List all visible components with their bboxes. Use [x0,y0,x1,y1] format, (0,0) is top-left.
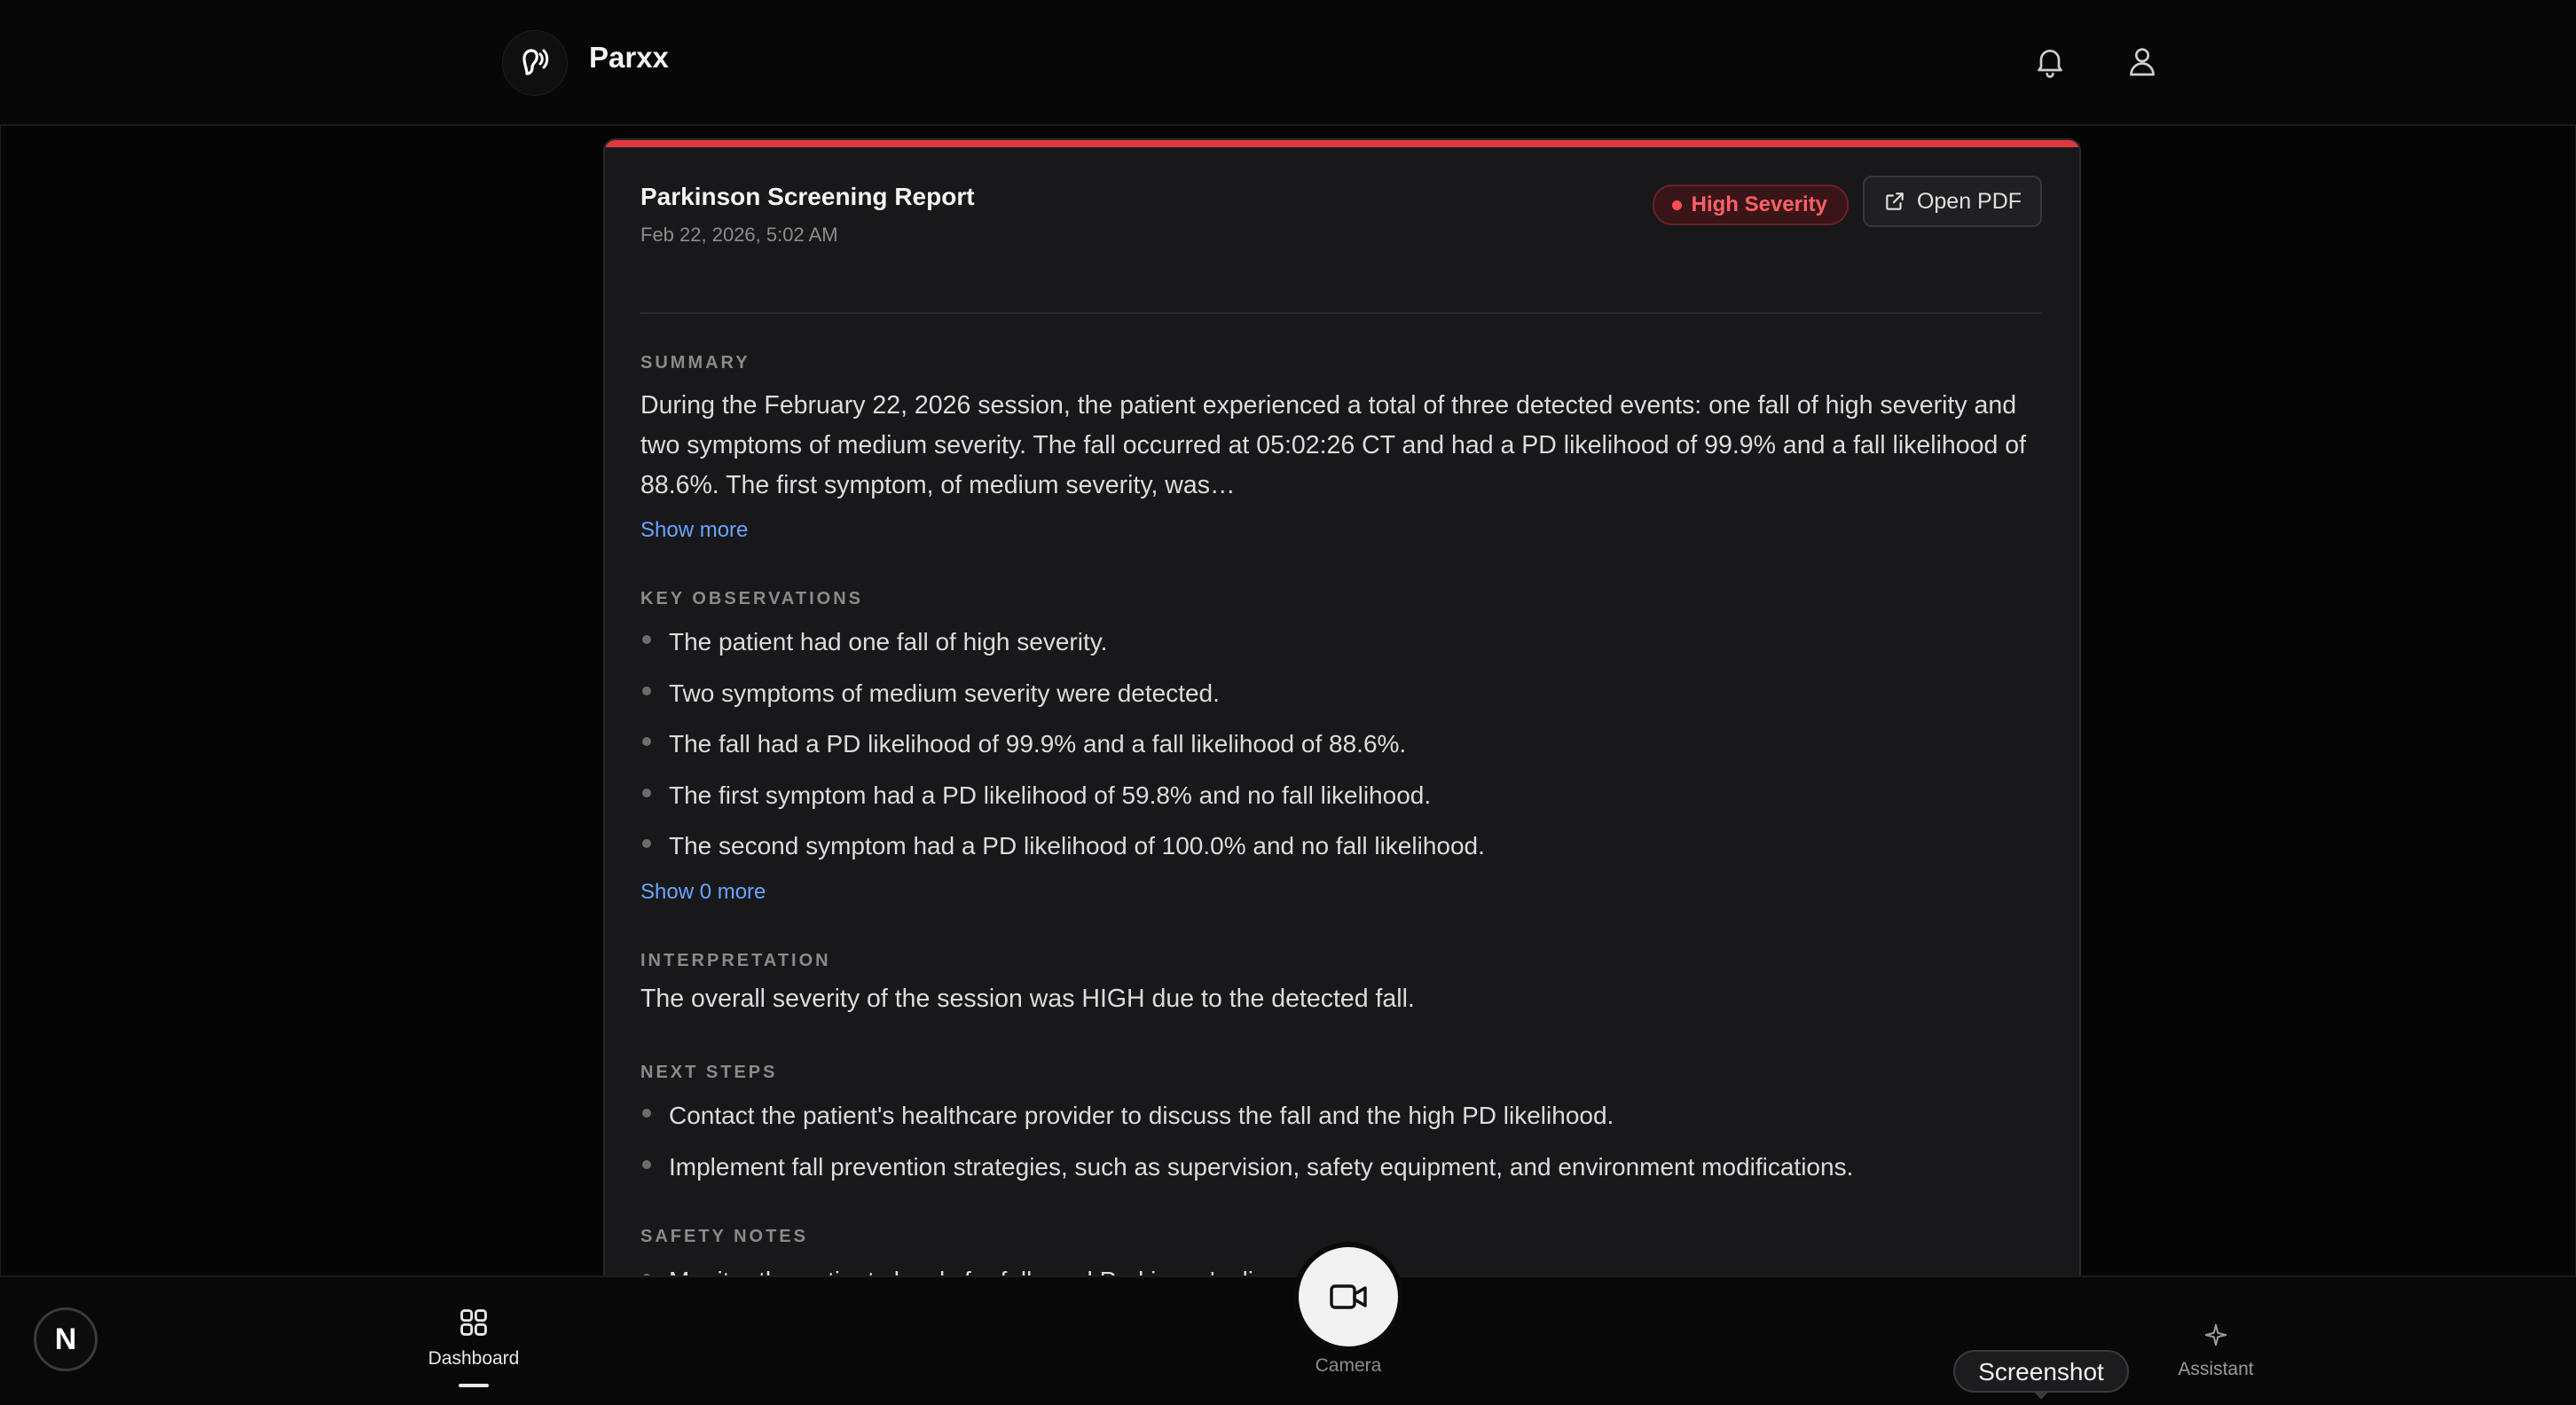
parxx-logo-icon[interactable] [502,30,568,96]
nav-dashboard[interactable] [422,1306,525,1387]
severity-dot-icon [1672,200,1682,210]
severity-badge-label: High Severity [1691,192,1827,216]
summary-label: SUMMARY [640,353,750,373]
next-steps-label: NEXT STEPS [640,1063,778,1082]
report-content [640,176,2042,1246]
open-pdf-label: Open PDF [1916,188,2022,214]
tooltip-tail [2033,1391,2049,1400]
nav-assistant-label: Assistant [2178,1359,2254,1379]
list-item: The first symptom had a PD likelihood of 59.8% and no fall likelihood. [640,780,1485,831]
camera-button[interactable] [1299,1247,1398,1346]
report-date: Feb 22, 2026, 5:02 AM [640,224,838,246]
list-item: The fall had a PD likelihood of 99.9% and a fall likelihood of 88.6%. [640,728,1485,780]
camera-label: Camera [1315,1355,1382,1376]
key-observations-list [640,626,1485,882]
header-divider [640,312,2042,314]
safety-notes-label: SAFETY NOTES [640,1227,808,1246]
open-pdf-button[interactable] [1863,176,2042,227]
sparkle-icon [2203,1322,2229,1348]
top-header [0,0,2576,126]
list-item: Implement fall prevention strategies, such as supervision, safety equipment, and environment modifications. [640,1151,1853,1203]
severity-accent-bar [605,140,2079,147]
video-camera-icon [1327,1275,1370,1318]
summary-text: During the February 22, 2026 session, the patient experienced a total of three detected events: one fall of high severity and two symptoms of medium severity. The fall occurred at 05:02:26 CT and had a PD likelihood of 99.9% and a fall likelihood of 88.6%. The first symptom, of medium severity, was… [640,391,2027,499]
list-item: Two symptoms of medium severity were detected. [640,678,1485,729]
n-badge[interactable]: N [34,1307,98,1371]
user-icon[interactable] [2120,39,2164,83]
list-item: The second symptom had a PD likelihood of 100.0% and no fall likelihood. [640,830,1485,882]
list-item: The patient had one fall of high severity. [640,626,1485,678]
interpretation-label: INTERPRETATION [640,951,831,970]
brand-name[interactable]: Parxx [589,41,669,74]
bell-icon[interactable] [2028,39,2072,83]
interpretation-text: The overall severity of the session was HIGH due to the detected fall. [640,985,1415,1013]
external-link-icon [1883,190,1906,213]
grid-icon [457,1306,491,1339]
bottom-nav [0,1275,2576,1405]
active-indicator [459,1384,489,1387]
next-steps-list [640,1100,1853,1202]
report-card [603,138,2081,1286]
list-item: Contact the patient's healthcare provider to discuss the fall and the high PD likelihood. [640,1100,1853,1151]
screenshot-tooltip: Screenshot [1953,1350,2129,1393]
nav-assistant[interactable] [2164,1322,2267,1380]
nav-dashboard-label: Dashboard [428,1348,520,1369]
key-observations-label: KEY OBSERVATIONS [640,589,864,608]
summary-show-more-link[interactable]: Show more [640,518,749,542]
observations-show-more-link[interactable]: Show 0 more [640,880,766,904]
severity-badge [1653,184,1849,225]
report-title: Parkinson Screening Report [640,183,975,210]
